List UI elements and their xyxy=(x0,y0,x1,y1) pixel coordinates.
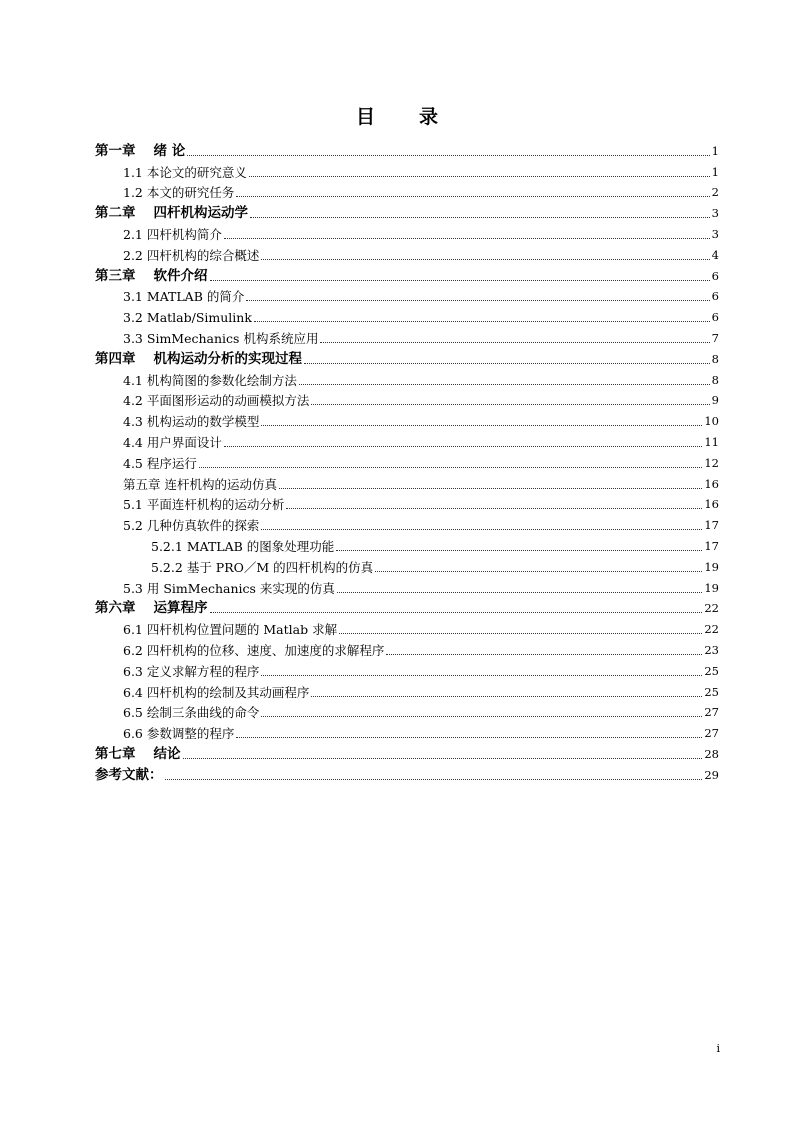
toc-section-entry[interactable] xyxy=(95,554,719,575)
toc-dot-leader xyxy=(236,195,709,197)
toc-entry-title: 用户界面设计 xyxy=(146,434,222,450)
toc-section-entry[interactable] xyxy=(95,221,719,242)
toc-entry-label xyxy=(123,518,259,533)
toc-section-entry[interactable] xyxy=(95,180,719,201)
toc-entry-label xyxy=(123,477,277,492)
toc-entry-page: 25 xyxy=(704,663,719,678)
toc-entry-label xyxy=(123,581,335,596)
toc-entry-title: 机构运动的数学模型 xyxy=(146,414,260,430)
toc-entry-number: 4.2 xyxy=(123,393,143,409)
toc-dot-leader xyxy=(304,362,710,364)
toc-entry-label xyxy=(123,726,234,741)
toc-section-entry[interactable] xyxy=(95,325,719,346)
toc-entry-title: 平面连杆机构的运动分析 xyxy=(146,497,285,513)
toc-entry-number: 5.2.2 xyxy=(151,559,183,575)
toc-entry-number: 5.2 xyxy=(123,518,143,534)
toc-entry-page: 8 xyxy=(711,372,719,387)
toc-dot-leader xyxy=(279,487,702,489)
toc-entry-title: 结论 xyxy=(153,745,181,762)
toc-entry-number: 第二章 xyxy=(95,205,136,222)
toc-dot-leader xyxy=(246,299,709,301)
toc-entry-number: 4.4 xyxy=(123,434,143,450)
toc-section-entry[interactable] xyxy=(95,242,719,263)
toc-dot-leader xyxy=(261,258,709,260)
toc-section-entry[interactable] xyxy=(95,616,719,637)
toc-entry-page: 17 xyxy=(704,538,719,553)
toc-dot-leader xyxy=(224,237,710,239)
toc-dot-leader xyxy=(337,591,702,593)
toc-entry-page: 8 xyxy=(711,351,719,366)
toc-entry-number: 2.2 xyxy=(123,247,143,263)
toc-dot-leader xyxy=(210,279,710,281)
toc-section-entry[interactable] xyxy=(95,159,719,180)
toc-entry-page: 2 xyxy=(711,185,719,200)
toc-entry-number: 1.2 xyxy=(123,185,143,201)
toc-entry-label xyxy=(123,497,284,512)
toc-entry-label xyxy=(151,560,373,575)
toc-entry-label xyxy=(123,622,337,637)
toc-section-entry[interactable] xyxy=(95,408,719,429)
toc-entry-label xyxy=(123,185,234,200)
toc-dot-leader xyxy=(261,674,702,676)
toc-chapter-entry[interactable] xyxy=(95,138,719,159)
toc-chapter-entry[interactable] xyxy=(95,263,719,284)
toc-entry-label xyxy=(123,165,247,180)
toc-section-entry[interactable] xyxy=(95,304,719,325)
toc-entry-page: 27 xyxy=(704,726,719,741)
toc-entry-label xyxy=(123,664,259,679)
toc-entry-number: 1.1 xyxy=(123,164,143,180)
toc-entry-title: MATLAB 的图象处理功能 xyxy=(186,538,335,554)
toc-dot-leader xyxy=(249,175,710,177)
toc-entry-number: 6.5 xyxy=(123,705,143,721)
toc-dot-leader xyxy=(183,757,703,759)
toc-entry-page: 23 xyxy=(704,642,719,657)
toc-entry-page: 16 xyxy=(704,476,719,491)
toc-entry-page: 27 xyxy=(704,705,719,720)
table-of-contents xyxy=(95,138,719,783)
toc-entry-title: 绪 论 xyxy=(153,142,186,159)
toc-entry-page: 9 xyxy=(711,393,719,408)
toc-entry-number: 3.3 xyxy=(123,330,143,346)
toc-entry-number: 5.1 xyxy=(123,497,143,513)
toc-entry-title: 本文的研究任务 xyxy=(146,185,235,201)
toc-entry-title: 定义求解方程的程序 xyxy=(146,663,260,679)
toc-entry-title: 四杆机构位置问题的 Matlab 求解 xyxy=(146,622,338,638)
toc-entry-label xyxy=(123,227,222,242)
toc-entry-title: 四杆机构运动学 xyxy=(153,205,248,222)
toc-entry-label xyxy=(95,269,208,284)
toc-section-entry[interactable] xyxy=(95,720,719,741)
toc-entry-title: 参数调整的程序 xyxy=(146,726,235,742)
toc-entry-label xyxy=(95,601,208,616)
toc-section-entry[interactable] xyxy=(95,367,719,388)
toc-dot-leader xyxy=(254,320,710,322)
toc-section-entry[interactable] xyxy=(95,637,719,658)
toc-entry-label xyxy=(123,373,297,388)
toc-entry-title: 四杆机构的位移、速度、加速度的求解程序 xyxy=(146,642,385,658)
toc-entry-number: 第三章 xyxy=(95,267,136,284)
toc-entry-number: 2.1 xyxy=(123,226,143,242)
toc-entry-number: 4.5 xyxy=(123,455,143,471)
page-number: i xyxy=(716,1042,720,1055)
toc-entry-page: 3 xyxy=(711,206,719,221)
toc-entry-label xyxy=(123,393,309,408)
toc-entry-title: 本论文的研究意义 xyxy=(146,164,247,180)
toc-entry-title: 参考文献： xyxy=(95,766,163,783)
toc-entry-number: 第一章 xyxy=(95,142,136,159)
toc-entry-number: 6.6 xyxy=(123,726,143,742)
toc-entry-number: 第六章 xyxy=(95,600,136,617)
toc-section-entry[interactable] xyxy=(95,492,719,513)
toc-section-entry[interactable] xyxy=(95,284,719,305)
toc-entry-title: 机构运动分析的实现过程 xyxy=(153,350,302,367)
toc-entry-title: Matlab/Simulink xyxy=(146,310,252,326)
toc-entry-title: 基于 PRO／M 的四杆机构的仿真 xyxy=(186,559,374,575)
toc-entry-number: 6.1 xyxy=(123,622,143,638)
toc-dot-leader xyxy=(336,549,702,551)
toc-dot-leader xyxy=(299,383,710,385)
toc-entry-label xyxy=(123,705,259,720)
toc-entry-page: 1 xyxy=(711,143,719,158)
toc-chapter-entry[interactable] xyxy=(95,596,719,617)
toc-chapter-entry[interactable] xyxy=(95,200,719,221)
toc-entry-title: 四杆机构简介 xyxy=(146,226,222,242)
toc-entry-label xyxy=(95,768,163,783)
toc-entry-label xyxy=(95,747,181,762)
toc-entry-label xyxy=(123,331,318,346)
toc-entry-title: 四杆机构的综合概述 xyxy=(146,247,260,263)
toc-chapter-entry[interactable] xyxy=(95,741,719,762)
toc-entry-page: 22 xyxy=(704,601,719,616)
toc-entry-number: 第七章 xyxy=(95,745,136,762)
toc-entry-number: 第四章 xyxy=(95,350,136,367)
toc-dot-leader xyxy=(261,528,702,530)
toc-entry-number: 4.3 xyxy=(123,414,143,430)
toc-entry-page: 6 xyxy=(711,310,719,325)
toc-entry-page: 3 xyxy=(711,226,719,241)
toc-entry-title: SimMechanics 机构系统应用 xyxy=(146,330,319,346)
toc-entry-page: 25 xyxy=(704,684,719,699)
toc-dot-leader xyxy=(286,507,702,509)
toc-entry-page: 22 xyxy=(704,622,719,637)
toc-entry-title: 几种仿真软件的探索 xyxy=(146,518,260,534)
toc-dot-leader xyxy=(187,154,709,156)
toc-entry-label xyxy=(123,456,197,471)
toc-section-entry[interactable] xyxy=(95,533,719,554)
toc-dot-leader xyxy=(261,715,702,717)
toc-entry-title: 绘制三条曲线的命令 xyxy=(146,705,260,721)
toc-entry-number: 3.1 xyxy=(123,289,143,305)
toc-section-entry[interactable] xyxy=(95,658,719,679)
toc-entry-number: 3.2 xyxy=(123,310,143,326)
toc-entry-label xyxy=(123,248,259,263)
toc-entry-title: 四杆机构的绘制及其动画程序 xyxy=(146,684,310,700)
toc-entry-title: 用 SimMechanics 来实现的仿真 xyxy=(146,580,335,596)
toc-dot-leader xyxy=(311,695,702,697)
toc-section-entry[interactable] xyxy=(95,700,719,721)
toc-entry-number: 5.2.1 xyxy=(151,538,183,554)
toc-section-entry[interactable] xyxy=(95,450,719,471)
toc-entry-number: 6.2 xyxy=(123,642,143,658)
toc-entry-label xyxy=(123,643,384,658)
toc-entry-page: 19 xyxy=(704,559,719,574)
toc-section-entry[interactable] xyxy=(95,679,719,700)
toc-entry-page: 6 xyxy=(711,268,719,283)
toc-section-entry[interactable] xyxy=(95,512,719,533)
toc-dot-leader xyxy=(386,653,702,655)
toc-entry-page: 6 xyxy=(711,289,719,304)
toc-dot-leader xyxy=(165,778,703,780)
toc-entry-title: 连杆机构的运动仿真 xyxy=(164,476,278,492)
toc-entry-title: 机构简图的参数化绘制方法 xyxy=(146,372,297,388)
toc-entry-page: 10 xyxy=(704,414,719,429)
toc-dot-leader xyxy=(250,216,710,218)
toc-entry-number: 5.3 xyxy=(123,580,143,596)
toc-entry-title: 程序运行 xyxy=(146,455,197,471)
toc-dot-leader xyxy=(339,632,702,634)
toc-entry-page: 19 xyxy=(704,580,719,595)
toc-entry-page: 28 xyxy=(704,746,719,761)
toc-entry-number: 6.3 xyxy=(123,663,143,679)
toc-section-entry[interactable] xyxy=(95,471,719,492)
toc-entry-title: 软件介绍 xyxy=(153,267,208,284)
toc-entry-label xyxy=(95,144,185,159)
toc-chapter-entry[interactable] xyxy=(95,762,719,783)
toc-section-entry[interactable] xyxy=(95,388,719,409)
page-title: 目录 xyxy=(355,106,482,128)
toc-entry-label xyxy=(151,539,334,554)
toc-entry-title: 运算程序 xyxy=(153,600,208,617)
toc-entry-number: 4.1 xyxy=(123,372,143,388)
toc-entry-label xyxy=(95,352,302,367)
toc-entry-label xyxy=(123,289,244,304)
toc-dot-leader xyxy=(375,570,702,572)
toc-section-entry[interactable] xyxy=(95,429,719,450)
toc-entry-page: 17 xyxy=(704,518,719,533)
toc-entry-number: 第五章 xyxy=(123,476,161,492)
toc-entry-page: 16 xyxy=(704,497,719,512)
toc-dot-leader xyxy=(199,466,702,468)
toc-entry-label xyxy=(123,414,259,429)
toc-entry-title: 平面图形运动的动画模拟方法 xyxy=(146,393,310,409)
toc-section-entry[interactable] xyxy=(95,575,719,596)
toc-entry-label xyxy=(95,206,248,221)
toc-entry-page: 29 xyxy=(704,767,719,782)
toc-entry-page: 7 xyxy=(711,330,719,345)
toc-dot-leader xyxy=(311,403,709,405)
toc-entry-label xyxy=(123,310,252,325)
toc-entry-title: MATLAB 的简介 xyxy=(146,289,245,305)
toc-dot-leader xyxy=(210,611,703,613)
toc-chapter-entry[interactable] xyxy=(95,346,719,367)
toc-entry-page: 1 xyxy=(711,164,719,179)
toc-entry-page: 12 xyxy=(704,455,719,470)
toc-entry-page: 4 xyxy=(711,247,719,262)
toc-entry-label xyxy=(123,685,309,700)
toc-entry-label xyxy=(123,435,222,450)
toc-dot-leader xyxy=(224,445,702,447)
toc-dot-leader xyxy=(236,736,702,738)
toc-dot-leader xyxy=(320,341,709,343)
toc-dot-leader xyxy=(261,424,702,426)
toc-entry-page: 11 xyxy=(704,434,719,449)
toc-entry-number: 6.4 xyxy=(123,684,143,700)
